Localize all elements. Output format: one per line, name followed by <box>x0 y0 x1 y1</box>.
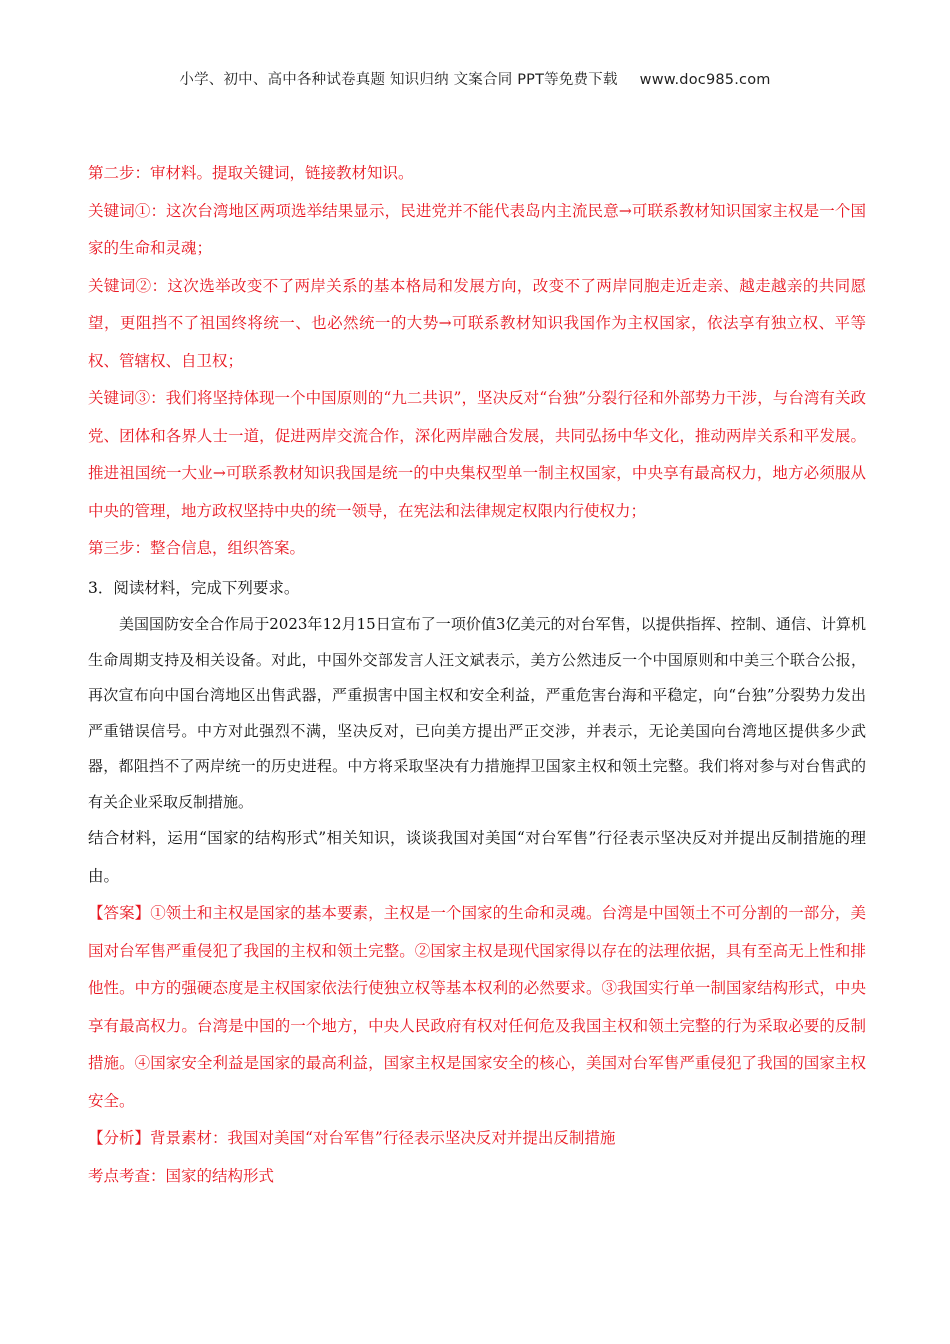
header-text: 小学、初中、高中各种试卷真题 知识归纳 文案合同 PPT等免费下载 <box>179 72 618 88</box>
keyword-3-text: 关键词③：我们将坚持体现一个中国原则的“九二共识”，坚决反对“台独”分裂行径和外部势力干涉，与台湾有关政党、团体和各界人士一道，促进两岸交流合作，深化两岸融合发展，共同弘扬中华文化，推动两岸关系和平发展。推进祖国统一大业→可联系教材知识我国是统一的中央集权型单一制主权国家，中央享有最高权力，地方必须服从中央的管理，地方政权坚持中央的统一领导，在宪法和法律规定权限内行使权力； <box>88 389 866 520</box>
question-task: 结合材料，运用“国家的结构形式”相关知识，谈谈我国对美国“对台军售”行径表示坚决反对并提出反制措施的理由。 <box>88 829 866 885</box>
keyword-1-text: 关键词①：这次台湾地区两项选举结果显示，民进党并不能代表岛内主流民意→可联系教材知识国家主权是一个国家的生命和灵魂； <box>88 201 866 257</box>
step-2-text: 第二步：审材料。提取关键词，链接教材知识。 <box>88 164 414 182</box>
analysis-text: 【分析】背景素材：我国对美国“对台军售”行径表示坚决反对并提出反制措施 <box>88 1129 616 1147</box>
document-body <box>88 155 866 1195</box>
question-prompt: 3．阅读材料，完成下列要求。 <box>88 578 300 597</box>
exam-point-text: 考点考查：国家的结构形式 <box>88 1166 275 1185</box>
step-3-text: 第三步：整合信息，组织答案。 <box>88 539 306 557</box>
page-header <box>0 68 950 89</box>
answer-text: 【答案】①领土和主权是国家的基本要素，主权是一个国家的生命和灵魂。台湾是中国领土不可分割的一部分，美国对台军售严重侵犯了我国的主权和领土完整。②国家主权是现代国家得以存在的法理依据，具有至高无上性和排他性。中方的强硬态度是主权国家依法行使独立权等基本权利的必然要求。③我国实行单一制国家结构形式，中央享有最高权力。台湾是中国的一个地方，中央人民政府有权对任何危及我国主权和领土完整的行为采取必要的反制措施。④国家安全利益是国家的最高利益，国家主权是国家安全的核心，美国对台军售严重侵犯了我国的国家主权安全。 <box>88 904 866 1110</box>
keyword-2-text: 关键词②：这次选举改变不了两岸关系的基本格局和发展方向，改变不了两岸同胞走近走亲、越走越亲的共同愿望，更阻挡不了祖国终将统一、也必然统一的大势→可联系教材知识我国作为主权国家，依法享有独立权、平等权、管辖权、自卫权； <box>88 276 866 370</box>
header-site-link[interactable]: www.doc985.com <box>639 72 771 88</box>
question-material: 美国国防安全合作局于2023年12月15日宣布了一项价值3亿美元的对台军售，以提供指挥、控制、通信、计算机生命周期支持及相关设备。对此，中国外交部发言人汪文斌表示，美方公然违反一个中国原则和中美三个联合公报，再次宣布向中国台湾地区出售武器，严重损害中国主权和安全利益，严重危害台海和平稳定，向“台独”分裂势力发出严重错误信号。中方对此强烈不满，坚决反对，已向美方提出严正交涉，并表示，无论美国向台湾地区提供多少武器，都阻挡不了两岸统一的历史进程。中方将采取坚决有力措施捍卫国家主权和领土完整。我们将对参与对台售武的有关企业采取反制措施。 <box>88 615 866 811</box>
